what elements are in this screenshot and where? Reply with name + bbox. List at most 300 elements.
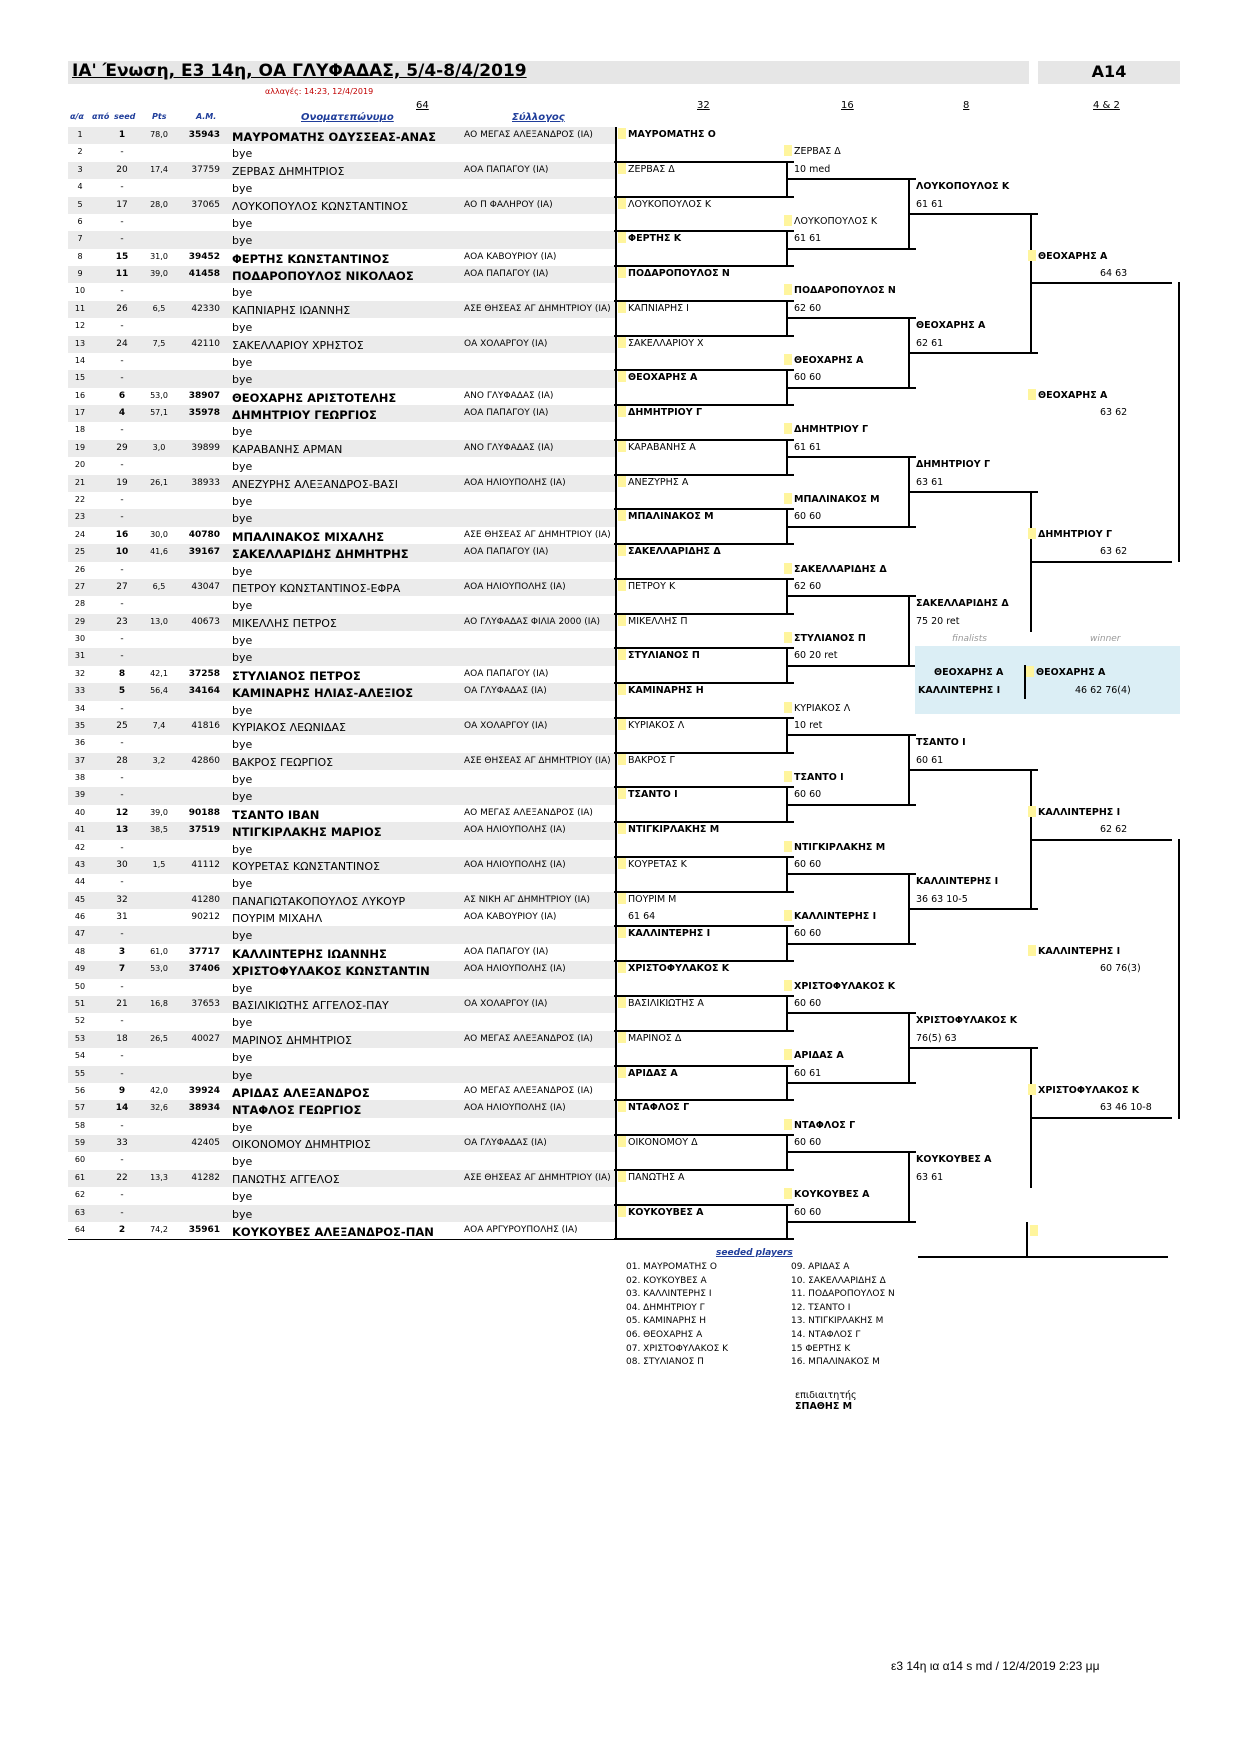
member-id: 37258 <box>188 668 220 679</box>
row-number: 3 <box>77 164 83 174</box>
table-row <box>68 388 616 405</box>
table-row <box>68 857 616 874</box>
player-name: ΦΕΡΤΗΣ ΚΩΝΣΤΑΝΤΙΝΟΣ <box>232 251 390 266</box>
row-number: 24 <box>74 529 86 539</box>
r4-score: 64 63 <box>1100 268 1128 280</box>
player-name: bye <box>232 234 253 248</box>
member-id: 39167 <box>188 547 220 558</box>
advance-mark <box>618 1067 626 1078</box>
points: 32,6 <box>150 1103 168 1113</box>
seed-number: - <box>120 182 124 193</box>
page-title: ΙΑ' Ένωση, Ε3 14η, ΟΑ ΓΛΥΦΑΔΑΣ, 5/4-8/4/2019 <box>72 61 527 81</box>
seed-number: - <box>120 738 124 749</box>
referee-block <box>795 1390 857 1412</box>
row-number: 14 <box>74 355 86 365</box>
advance-mark <box>784 980 792 991</box>
player-name: bye <box>232 182 253 196</box>
r16-score: 62 60 <box>794 580 822 592</box>
winner-mark <box>1026 666 1034 677</box>
winner-label: winner <box>1090 634 1121 644</box>
r4-score: 63 62 <box>1100 546 1128 558</box>
r8-score: 61 61 <box>916 198 944 210</box>
seed-number: - <box>120 773 124 784</box>
bracket-line <box>908 1047 1038 1049</box>
r8-score: 60 61 <box>916 754 944 766</box>
r32-player: ΧΡΙΣΤΟΦΥΛΑΚΟΣ Κ <box>628 963 730 975</box>
table-row <box>68 353 616 370</box>
player-name: bye <box>232 634 253 648</box>
finalist-1: ΘΕΟΧΑΡΗΣ Α <box>934 667 1004 678</box>
bracket-line <box>786 178 916 180</box>
member-id: 35961 <box>188 1224 220 1235</box>
row-number: 19 <box>74 442 86 452</box>
seed-number: - <box>120 703 124 714</box>
club-name: ΑΟ ΜΕΓΑΣ ΑΛΕΞΑΝΔΡΟΣ (ΙΑ) <box>464 807 593 818</box>
seeded-player: 03. ΚΑΛΛΙΝΤΕΡΗΣ Ι <box>626 1289 712 1300</box>
r16-player: ΔΗΜΗΤΡΙΟΥ Γ <box>794 424 869 436</box>
points: 6,5 <box>152 303 166 313</box>
bracket-line <box>1178 839 1180 1119</box>
bracket-line <box>908 769 1038 771</box>
round-header-16: 16 <box>841 100 854 111</box>
points: 30,0 <box>150 529 168 539</box>
bracket-line <box>1030 1117 1172 1119</box>
r32-player: ΜΑΡΙΝΟΣ Δ <box>628 1032 682 1044</box>
bracket-line <box>614 439 794 441</box>
table-row <box>68 1170 616 1187</box>
points: 42,1 <box>150 668 168 678</box>
row-number: 30 <box>74 634 86 644</box>
seed-number: - <box>120 929 124 940</box>
player-name: ΔΗΜΗΤΡΙΟΥ ΓΕΩΡΓΙΟΣ <box>232 408 377 423</box>
member-id: 41458 <box>188 269 220 280</box>
advance-mark <box>618 1101 626 1112</box>
club-name: ΑΟΑ ΚΑΒΟΥΡΙΟΥ (ΙΑ) <box>464 912 557 923</box>
table-row <box>68 1205 616 1222</box>
r8-player: ΚΑΛΛΙΝΤΕΡΗΣ Ι <box>916 876 999 888</box>
member-id: 42330 <box>191 303 220 314</box>
row-number: 49 <box>74 964 86 974</box>
bracket-line <box>918 1256 1168 1258</box>
advance-mark <box>784 1188 792 1199</box>
table-row <box>68 979 616 996</box>
row-number: 21 <box>74 477 86 487</box>
table-row <box>68 1013 616 1030</box>
club-name: ΑΝΟ ΓΛΥΦΑΔΑΣ (ΙΑ) <box>464 390 554 401</box>
seeded-player: 11. ΠΟΔΑΡΟΠΟΥΛΟΣ Ν <box>791 1289 895 1300</box>
table-row <box>68 318 616 335</box>
bracket-line <box>1030 839 1172 841</box>
bracket-line <box>614 578 794 580</box>
row-number: 5 <box>77 199 83 209</box>
row-number: 32 <box>74 668 86 678</box>
seed-number: 8 <box>118 668 126 679</box>
club-name: ΑΣΕ ΘΗΣΕΑΣ ΑΓ ΔΗΜΗΤΡΙΟΥ (ΙΑ) <box>464 755 611 766</box>
player-name: ΧΡΙΣΤΟΦΥΛΑΚΟΣ ΚΩΝΣΤΑΝΤΙΝ <box>232 964 430 979</box>
footer-note: ε3 14η ια α14 s md / 12/4/2019 2:23 μμ <box>891 1659 1100 1673</box>
bracket-line <box>614 1204 794 1206</box>
member-id: 39899 <box>191 442 220 453</box>
r8-score: 62 61 <box>916 337 944 349</box>
seeded-player: 02. ΚΟΥΚΟΥΒΕΣ Α <box>626 1275 707 1286</box>
advance-mark <box>618 893 626 904</box>
table-row <box>68 405 616 422</box>
bracket-line <box>908 595 910 667</box>
club-name: ΟΑ ΧΟΛΑΡΓΟΥ (ΙΑ) <box>464 720 548 731</box>
r16-score: 61 61 <box>794 441 822 453</box>
advance-mark <box>618 788 626 799</box>
bracket-line <box>614 196 794 198</box>
r16-player: ΝΤΑΦΛΟΣ Γ <box>794 1119 856 1131</box>
row-number: 27 <box>74 581 86 591</box>
r4-score: 62 62 <box>1100 824 1128 836</box>
seed-number: 11 <box>115 269 129 280</box>
member-id: 37717 <box>188 946 220 957</box>
seeded-player: 06. ΘΕΟΧΑΡΗΣ Α <box>626 1329 703 1340</box>
club-name: ΑΟ ΓΛΥΦΑΔΑΣ ΦΙΛΙΑ 2000 (ΙΑ) <box>464 616 601 627</box>
player-name: ΚΟΥΚΟΥΒΕΣ ΑΛΕΞΑΝΔΡΟΣ-ΠΑΝ <box>232 1224 434 1239</box>
referee-label: επιδιαιτητής <box>795 1390 857 1401</box>
bracket-line <box>786 1221 916 1223</box>
table-row <box>68 1118 616 1135</box>
table-row <box>68 909 616 926</box>
bracket-line <box>614 1169 794 1171</box>
table-row <box>68 1187 616 1204</box>
table-row <box>68 509 616 526</box>
club-name: ΑΟΑ ΠΑΠΑΓΟΥ (ΙΑ) <box>464 269 549 280</box>
table-row <box>68 1066 616 1083</box>
r32-player: ΛΟΥΚΟΠΟΥΛΟΣ Κ <box>628 198 712 210</box>
r32-player: ΠΟΔΑΡΟΠΟΥΛΟΣ Ν <box>628 268 730 280</box>
row-number: 2 <box>77 147 83 157</box>
r8-player: ΚΟΥΚΟΥΒΕΣ Α <box>916 1154 992 1166</box>
table-row <box>68 822 616 839</box>
row-number: 37 <box>74 755 86 765</box>
player-name: bye <box>232 1120 253 1134</box>
r16-score: 60 60 <box>794 372 822 384</box>
table-row <box>68 770 616 787</box>
club-name: ΑΟΑ ΠΑΠΑΓΟΥ (ΙΑ) <box>464 408 549 419</box>
points: 17,4 <box>150 164 168 174</box>
bracket-line <box>614 161 794 163</box>
member-id: 41282 <box>191 1172 220 1183</box>
r16-player: ΜΠΑΛΙΝΑΚΟΣ Μ <box>794 493 880 505</box>
seed-number: - <box>120 234 124 245</box>
table-row <box>68 1031 616 1048</box>
points: 28,0 <box>150 199 168 209</box>
player-name: bye <box>232 564 253 578</box>
row-number: 34 <box>74 703 86 713</box>
bracket-line <box>908 352 1038 354</box>
seed-number: - <box>120 981 124 992</box>
player-name: bye <box>232 790 253 804</box>
row-number: 41 <box>74 825 86 835</box>
table-row <box>68 422 616 439</box>
row-number: 28 <box>74 599 86 609</box>
player-name: ΣΤΥΛΙΑΝΟΣ ΠΕΤΡΟΣ <box>232 668 361 683</box>
r8-player: ΣΑΚΕΛΛΑΡΙΔΗΣ Δ <box>916 598 1009 610</box>
seed-number: 9 <box>118 1085 126 1096</box>
seeded-player: 12. ΤΣΑΝΤΟ Ι <box>791 1302 851 1313</box>
category-label: Α14 <box>1091 62 1127 81</box>
advance-mark <box>784 284 792 295</box>
row-number: 12 <box>74 321 86 331</box>
club-name: ΑΟΑ ΠΑΠΑΓΟΥ (ΙΑ) <box>464 668 549 679</box>
r32-player: ΚΥΡΙΑΚΟΣ Λ <box>628 719 685 731</box>
seeded-title: seeded players <box>716 1248 793 1258</box>
row-divider <box>68 1239 616 1240</box>
seed-number: - <box>120 1190 124 1201</box>
table-row <box>68 1222 616 1239</box>
r32-player: ΚΟΥΚΟΥΒΕΣ Α <box>628 1206 704 1218</box>
player-name: ΟΙΚΟΝΟΜΟΥ ΔΗΜΗΤΡΙΟΣ <box>232 1138 371 1152</box>
r16-score: 60 61 <box>794 1067 822 1079</box>
table-row <box>68 718 616 735</box>
row-number: 9 <box>77 269 83 279</box>
advance-mark <box>618 1206 626 1217</box>
advance-mark <box>784 354 792 365</box>
finalists-label: finalists <box>952 634 987 644</box>
seed-number: 17 <box>116 199 128 210</box>
r16-score: 60 60 <box>794 998 822 1009</box>
table-row <box>68 301 616 318</box>
advance-mark <box>618 441 626 452</box>
member-id: 37519 <box>188 825 220 836</box>
table-row <box>68 892 616 909</box>
row-number: 56 <box>74 1085 86 1095</box>
member-id: 38933 <box>191 477 220 488</box>
points: 42,0 <box>150 1085 168 1095</box>
r16-score: 62 60 <box>794 302 822 314</box>
row-number: 22 <box>74 494 86 504</box>
member-id: 39452 <box>188 251 220 262</box>
table-row <box>68 753 616 770</box>
member-id: 34164 <box>188 686 220 697</box>
advance-mark <box>618 510 626 521</box>
bracket-line <box>786 1012 916 1014</box>
bracket-line <box>614 300 794 302</box>
row-number: 31 <box>74 651 86 661</box>
seed-number: 7 <box>118 964 126 975</box>
seeded-player: 10. ΣΑΚΕΛΛΑΡΙΔΗΣ Δ <box>791 1275 886 1286</box>
r32-player: ΣΑΚΕΛΛΑΡΙΔΗΣ Δ <box>628 546 721 558</box>
advance-mark <box>784 910 792 921</box>
club-name: ΑΟ Π ΦΑΛΗΡΟΥ (ΙΑ) <box>464 199 553 210</box>
seed-number: - <box>120 599 124 610</box>
finalist-2: ΚΑΛΛΙΝΤΕΡΗΣ Ι <box>918 685 1001 696</box>
table-row <box>68 961 616 978</box>
player-name: ΤΣΑΝΤΟ ΙΒΑΝ <box>232 807 320 822</box>
table-row <box>68 214 616 231</box>
player-name: ΚΑΡΑΒΑΝΗΣ ΑΡΜΑΝ <box>232 442 343 456</box>
advance-mark <box>1028 945 1036 956</box>
club-name: ΑΣΕ ΘΗΣΕΑΣ ΑΓ ΔΗΜΗΤΡΙΟΥ (ΙΑ) <box>464 303 611 314</box>
club-name: ΑΟΑ ΠΑΠΑΓΟΥ (ΙΑ) <box>464 946 549 957</box>
seed-number: - <box>120 147 124 158</box>
points: 1,5 <box>152 859 166 869</box>
player-name: ΠΟΥΡΙΜ ΜΙΧΑΗΛ <box>232 912 323 926</box>
r16-player: ΘΕΟΧΑΡΗΣ Α <box>794 354 864 366</box>
player-name: bye <box>232 1190 253 1204</box>
final-score: 46 62 76(4) <box>1075 685 1131 696</box>
seed-number: 28 <box>116 755 128 766</box>
bracket-line <box>786 665 916 667</box>
points: 61,0 <box>150 946 168 956</box>
r8-player: ΤΣΑΝΤΟ Ι <box>916 737 966 749</box>
r32-player: ΑΡΙΔΑΣ Α <box>628 1067 678 1079</box>
club-name: ΑΣΕ ΘΗΣΕΑΣ ΑΓ ΔΗΜΗΤΡΙΟΥ (ΙΑ) <box>464 529 611 540</box>
seed-number: 10 <box>115 547 129 558</box>
points: 31,0 <box>150 251 168 261</box>
points: 53,0 <box>150 964 168 974</box>
table-row <box>68 457 616 474</box>
club-name: ΟΑ ΧΟΛΑΡΓΟΥ (ΙΑ) <box>464 999 548 1009</box>
player-name: bye <box>232 216 253 230</box>
seed-number: 25 <box>116 720 128 731</box>
r16-player: ΚΟΥΚΟΥΒΕΣ Α <box>794 1189 870 1201</box>
advance-mark <box>618 1171 626 1182</box>
bracket-line <box>786 456 916 458</box>
player-name: bye <box>232 981 253 995</box>
r16-score: 10 med <box>794 163 831 175</box>
table-row <box>68 805 616 822</box>
member-id: 40780 <box>188 529 220 540</box>
row-number: 44 <box>74 877 86 887</box>
player-name: bye <box>232 1068 253 1082</box>
advance-mark <box>618 684 626 695</box>
points: 39,0 <box>150 269 168 279</box>
r16-score: 60 60 <box>794 928 822 940</box>
advance-mark <box>618 754 626 765</box>
col-header-from: από <box>92 112 110 121</box>
r16-player: ΤΣΑΝΤΟ Ι <box>794 772 844 784</box>
bracket-line <box>614 752 794 754</box>
player-name: bye <box>232 651 253 665</box>
row-number: 54 <box>74 1051 86 1061</box>
winner-name: ΘΕΟΧΑΡΗΣ Α <box>1036 667 1106 678</box>
advance-mark <box>784 145 792 156</box>
bracket-line <box>614 543 794 545</box>
row-number: 35 <box>74 720 86 730</box>
player-name: ΜΙΚΕΛΛΗΣ ΠΕΤΡΟΣ <box>232 616 337 630</box>
advance-mark <box>618 163 626 174</box>
r4-score: 63 46 10-8 <box>1100 1102 1152 1114</box>
points: 7,5 <box>152 338 166 348</box>
player-name: bye <box>232 599 253 613</box>
bracket-line <box>786 804 916 806</box>
r8-player: ΛΟΥΚΟΠΟΥΛΟΣ Κ <box>916 181 1010 193</box>
r16-player: ΣΤΥΛΙΑΝΟΣ Π <box>794 633 866 645</box>
points: 56,4 <box>150 686 168 696</box>
table-row <box>68 1152 616 1169</box>
player-name: bye <box>232 1155 253 1169</box>
points: 13,0 <box>150 616 168 626</box>
seeded-player: 09. ΑΡΙΔΑΣ Α <box>791 1262 850 1272</box>
advance-mark <box>1028 1084 1036 1095</box>
seed-number: - <box>120 564 124 575</box>
r4-score: 63 62 <box>1100 407 1128 419</box>
r16-player: ΝΤΙΓΚΙΡΛΑΚΗΣ Μ <box>794 841 886 853</box>
bracket-line <box>786 873 916 875</box>
bracket-line <box>614 1238 794 1240</box>
r4-player: ΚΑΛΛΙΝΤΕΡΗΣ Ι <box>1038 806 1121 818</box>
player-name: bye <box>232 773 253 787</box>
bracket-line <box>614 717 794 719</box>
bracket-line <box>614 1065 794 1067</box>
table-row <box>68 527 616 544</box>
points: 74,2 <box>150 1224 168 1234</box>
advance-mark <box>618 649 626 660</box>
seed-number: - <box>120 634 124 645</box>
player-name: ΛΟΥΚΟΠΟΥΛΟΣ ΚΩΝΣΤΑΝΤΙΝΟΣ <box>232 199 409 213</box>
seeded-player: 07. ΧΡΙΣΤΟΦΥΛΑΚΟΣ Κ <box>626 1343 729 1354</box>
player-name: ΚΑΠΝΙΑΡΗΣ ΙΩΑΝΝΗΣ <box>232 303 351 317</box>
advance-mark <box>784 215 792 226</box>
seed-number: 31 <box>116 912 128 923</box>
r8-score: 36 63 10-5 <box>916 893 968 905</box>
member-id: 90188 <box>188 807 220 818</box>
table-row <box>68 579 616 596</box>
player-name: ΒΑΣΙΛΙΚΙΩΤΗΣ ΑΓΓΕΛΟΣ-ΠΑΥ <box>232 999 389 1012</box>
bracket-line <box>786 734 916 736</box>
r16-player: ΣΑΚΕΛΛΑΡΙΔΗΣ Δ <box>794 563 887 575</box>
player-name: ΚΥΡΙΑΚΟΣ ΛΕΩΝΙΔΑΣ <box>232 720 347 734</box>
points: 6,5 <box>152 581 166 591</box>
player-name: ΜΠΑΛΙΝΑΚΟΣ ΜΙΧΑΛΗΣ <box>232 529 385 544</box>
bracket-line <box>908 908 1038 910</box>
player-name: bye <box>232 703 253 717</box>
seed-number: 6 <box>118 390 126 401</box>
r4-player: ΘΕΟΧΑΡΗΣ Α <box>1038 389 1108 401</box>
advance-mark <box>618 962 626 973</box>
r32-player: ΜΙΚΕΛΛΗΣ Π <box>628 615 688 627</box>
seeded-player: 13. ΝΤΙΓΚΙΡΛΑΚΗΣ Μ <box>791 1316 884 1327</box>
seed-number: - <box>120 216 124 227</box>
member-id: 90212 <box>191 912 220 923</box>
table-row <box>68 683 616 700</box>
club-name: ΟΑ ΧΟΛΑΡΓΟΥ (ΙΑ) <box>464 338 548 349</box>
bracket-line <box>614 786 794 788</box>
table-row <box>68 666 616 683</box>
club-name: ΑΟΑ ΠΑΠΑΓΟΥ (ΙΑ) <box>464 164 549 175</box>
row-number: 58 <box>74 1120 86 1130</box>
r32-player: ΚΑΠΝΙΑΡΗΣ Ι <box>628 302 689 314</box>
r4-player: ΔΗΜΗΤΡΙΟΥ Γ <box>1038 528 1113 540</box>
seed-number: - <box>120 425 124 436</box>
row-number: 61 <box>74 1172 86 1182</box>
row-number: 64 <box>74 1224 86 1234</box>
seed-number: - <box>120 1068 124 1079</box>
club-name: ΑΟΑ ΗΛΙΟΥΠΟΛΗΣ (ΙΑ) <box>464 477 566 488</box>
seed-number: - <box>120 373 124 384</box>
row-number: 15 <box>74 373 86 383</box>
seed-number: - <box>120 842 124 853</box>
row-number: 6 <box>77 216 83 226</box>
col-header-am: Α.Μ. <box>196 112 217 121</box>
player-name: bye <box>232 738 253 752</box>
advance-mark <box>784 771 792 782</box>
row-number: 16 <box>74 390 86 400</box>
row-number: 52 <box>74 1016 86 1026</box>
r32-player: ΑΝΕΖΥΡΗΣ Α <box>628 476 689 488</box>
r4-player: ΧΡΙΣΤΟΦΥΛΑΚΟΣ Κ <box>1038 1084 1140 1096</box>
bracket-line <box>614 960 794 962</box>
player-name: ΖΕΡΒΑΣ ΔΗΜΗΤΡΙΟΣ <box>232 164 345 178</box>
r32-player: ΚΑΜΙΝΑΡΗΣ Η <box>628 685 704 697</box>
row-number: 57 <box>74 1103 86 1113</box>
advance-mark <box>784 493 792 504</box>
advance-mark <box>618 615 626 626</box>
